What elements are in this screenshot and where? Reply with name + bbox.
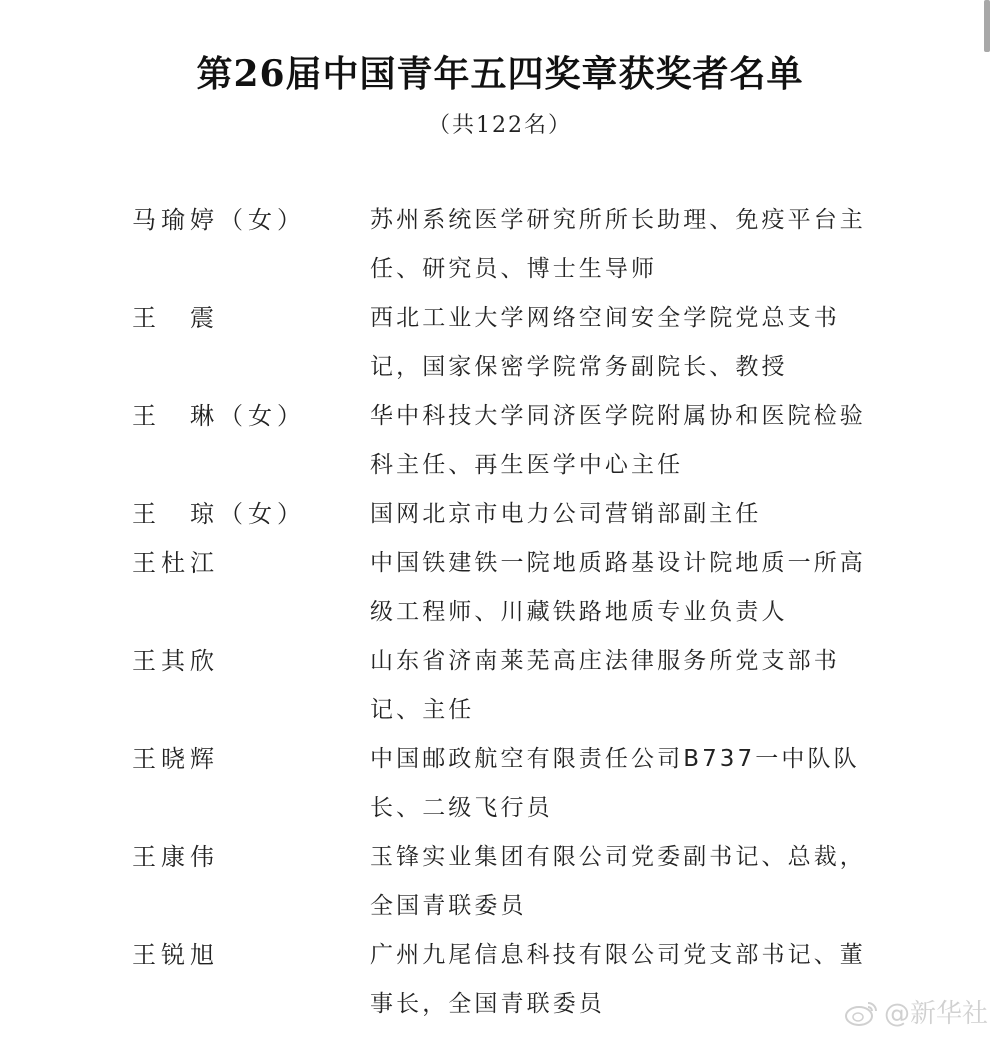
weibo-icon <box>844 997 880 1027</box>
scrollbar[interactable] <box>984 0 990 52</box>
awardee-description: 苏州系统医学研究所所长助理、免疫平台主任、研究员、博士生导师 <box>370 207 866 282</box>
awardee-name: 王 琳（女） <box>132 402 306 430</box>
awardee-name: 王杜江 <box>132 549 219 577</box>
list-item <box>0 196 1000 294</box>
awardee-description: 玉锋实业集团有限公司党委副书记、总裁，全国青联委员 <box>370 844 866 919</box>
page-title: 第26届中国青年五四奖章获奖者名单 <box>196 53 804 95</box>
list-item <box>0 294 1000 392</box>
awardee-name: 王 震 <box>132 304 219 332</box>
awardee-description: 西北工业大学网络空间安全学院党总支书记，国家保密学院常务副院长、教授 <box>370 305 840 380</box>
awardee-description: 中国邮政航空有限责任公司B737一中队队长、二级飞行员 <box>370 746 860 821</box>
awardee-name: 马瑜婷（女） <box>132 206 306 234</box>
awardee-description: 山东省济南莱芜高庄法律服务所党支部书记、主任 <box>370 648 840 723</box>
list-item <box>0 392 1000 490</box>
awardee-name: 王康伟 <box>132 843 219 871</box>
awardee-description: 国网北京市电力公司营销部副主任 <box>370 501 762 527</box>
list-item <box>0 637 1000 735</box>
awardee-description: 华中科技大学同济医学院附属协和医院检验科主任、再生医学中心主任 <box>370 403 866 478</box>
awardee-name: 王 琼（女） <box>132 500 306 528</box>
page-subtitle: （共122名） <box>428 113 572 138</box>
list-item <box>0 833 1000 931</box>
awardee-description: 广州九尾信息科技有限公司党支部书记、董事长，全国青联委员 <box>370 942 866 1017</box>
awardee-name: 王晓辉 <box>132 745 219 773</box>
awardee-description: 中国铁建铁一院地质路基设计院地质一所高级工程师、川藏铁路地质专业负责人 <box>370 550 866 625</box>
awardee-list <box>0 196 1000 1029</box>
awardee-name: 王锐旭 <box>132 941 219 969</box>
list-item <box>0 490 1000 539</box>
watermark <box>844 993 988 1030</box>
awardee-name: 王其欣 <box>132 647 219 675</box>
watermark-text: @新华社 <box>883 999 988 1029</box>
list-item <box>0 735 1000 833</box>
list-item <box>0 539 1000 637</box>
